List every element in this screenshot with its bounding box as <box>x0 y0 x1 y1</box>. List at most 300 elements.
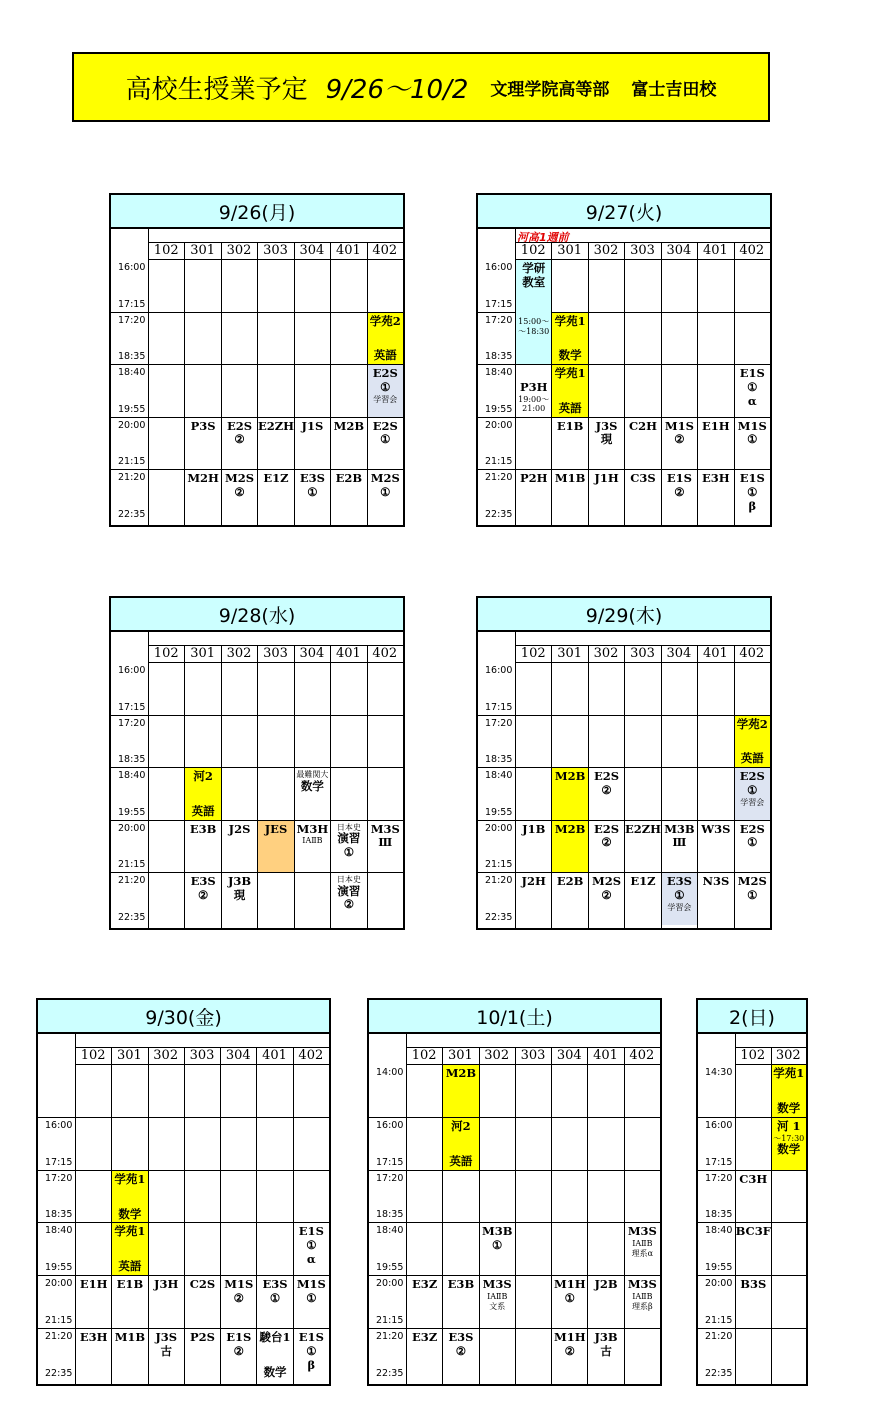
class-cell[interactable] <box>662 418 697 470</box>
class-cell[interactable] <box>149 1276 184 1328</box>
class-cell-line: E3Z <box>412 1277 438 1292</box>
class-cell[interactable] <box>443 1329 478 1381</box>
period-start-time: 16:00 <box>705 1119 733 1131</box>
class-cell[interactable] <box>185 1276 220 1328</box>
period-end-time: 22:35 <box>485 911 513 923</box>
class-cell[interactable] <box>736 1276 771 1328</box>
class-cell[interactable] <box>368 418 403 470</box>
period-start-time: 21:20 <box>118 472 146 483</box>
room-header: 401 <box>262 1048 287 1063</box>
class-cell[interactable] <box>407 1276 442 1328</box>
class-cell[interactable] <box>772 1065 807 1117</box>
period-row-line <box>369 1170 660 1171</box>
time-column-divider <box>148 229 149 525</box>
class-cell[interactable] <box>735 418 770 470</box>
class-cell[interactable] <box>222 873 257 925</box>
class-cell-line: 〜17:30 <box>773 1133 805 1143</box>
room-header: 301 <box>557 646 583 661</box>
room-header: 301 <box>190 243 216 258</box>
class-cell[interactable] <box>589 470 624 522</box>
period-start-time: 20:00 <box>118 419 146 431</box>
period-end-time: 17:15 <box>376 1156 404 1168</box>
class-cell-line: N3S <box>702 874 730 888</box>
class-cell[interactable] <box>625 470 660 522</box>
class-cell[interactable] <box>185 470 220 522</box>
period-start-time: 17:20 <box>45 1172 73 1184</box>
period-start-time: 17:20 <box>485 314 513 326</box>
room-header: 302 <box>775 1048 801 1063</box>
class-cell-line: ① <box>747 379 758 394</box>
class-cell-line: 英語 <box>373 348 397 363</box>
class-cell-line: E1B <box>116 1277 144 1292</box>
class-cell-line: E1H <box>79 1277 108 1292</box>
class-cell-line: 21:00 <box>522 404 546 414</box>
class-cell[interactable] <box>480 1223 515 1275</box>
room-header: 402 <box>372 243 398 258</box>
class-cell-line: 駿台1 <box>259 1330 291 1344</box>
class-cell-line: 日本史 <box>336 822 361 832</box>
class-cell[interactable] <box>552 313 587 365</box>
class-cell[interactable] <box>552 470 587 522</box>
period-end-time: 18:35 <box>485 351 513 362</box>
class-cell-line: 古 <box>160 1343 172 1358</box>
class-cell[interactable] <box>588 1276 623 1328</box>
period-start-time: 16:00 <box>485 262 513 273</box>
room-header: 304 <box>666 646 692 661</box>
room-header: 303 <box>189 1048 215 1063</box>
day-header: 10/1(土) <box>369 1000 660 1034</box>
class-cell-line: ② <box>564 1343 575 1358</box>
class-cell-line: 数学 <box>118 1206 142 1221</box>
class-cell-line: M3B <box>481 1224 513 1239</box>
class-cell-line: ① <box>747 835 758 850</box>
class-cell[interactable] <box>222 470 257 522</box>
class-cell-line: β <box>748 498 757 513</box>
class-cell[interactable] <box>258 821 293 873</box>
class-cell[interactable] <box>516 470 551 522</box>
class-cell[interactable] <box>589 768 624 820</box>
class-cell[interactable] <box>552 873 587 925</box>
class-cell-line <box>532 303 536 317</box>
column-divider <box>367 645 368 928</box>
room-header: 102 <box>520 243 546 258</box>
schedule-table-d930 <box>36 998 331 1386</box>
class-cell[interactable] <box>185 821 220 873</box>
class-cell-line: E1S <box>739 471 765 485</box>
class-cell-line: ① <box>564 1290 575 1305</box>
room-row-line <box>148 259 403 260</box>
class-cell[interactable] <box>662 470 697 522</box>
period-start-time: 17:20 <box>118 314 146 326</box>
banner-title: 高校生授業予定 <box>125 74 308 105</box>
class-cell[interactable] <box>552 1329 587 1381</box>
class-cell[interactable] <box>295 470 330 522</box>
class-cell-line: 学苑2 <box>736 716 768 731</box>
class-cell-line: E2S <box>372 418 398 433</box>
class-cell-line: P3S <box>190 418 216 433</box>
class-cell[interactable] <box>258 418 293 470</box>
class-cell[interactable] <box>662 873 697 925</box>
class-cell-line: JES <box>264 821 288 836</box>
period-end-time: 22:35 <box>705 1367 733 1379</box>
class-cell[interactable] <box>625 873 660 925</box>
class-cell[interactable] <box>112 1171 147 1223</box>
class-cell[interactable] <box>76 1329 111 1381</box>
class-cell[interactable] <box>735 873 770 925</box>
class-cell-line: 学習会 <box>667 902 692 912</box>
class-cell-line: ① <box>306 1238 317 1253</box>
class-cell-line: J1H <box>594 471 619 485</box>
period-start-time: 16:00 <box>118 262 146 273</box>
column-divider <box>624 1047 625 1384</box>
period-start-time: 20:00 <box>705 1278 733 1290</box>
period-start-time: 14:00 <box>376 1067 404 1078</box>
period-end-time: 17:15 <box>45 1156 73 1168</box>
class-cell-line: M2B <box>333 418 365 433</box>
class-cell[interactable] <box>185 418 220 470</box>
class-cell[interactable] <box>736 1223 771 1275</box>
period-end-time: 21:15 <box>705 1315 733 1326</box>
class-cell-line: 演習 <box>337 883 361 898</box>
day-header: 9/27(火) <box>478 195 770 229</box>
class-cell-line: ① <box>492 1238 503 1253</box>
room-header: 302 <box>153 1048 179 1063</box>
room-header: 401 <box>702 646 728 661</box>
class-cell[interactable] <box>735 821 770 873</box>
class-cell[interactable] <box>552 365 587 417</box>
class-cell[interactable] <box>443 1118 478 1170</box>
room-header: 401 <box>593 1048 618 1063</box>
class-cell-line: E3B <box>189 821 217 836</box>
period-end-time: 17:15 <box>705 1156 733 1168</box>
class-cell[interactable] <box>294 1329 329 1381</box>
class-cell-line: E2S <box>739 769 765 783</box>
column-divider <box>479 1047 480 1384</box>
period-row-line <box>38 1117 329 1118</box>
period-start-time: 16:00 <box>485 665 513 676</box>
room-header: 301 <box>557 243 583 258</box>
period-start-time: 21:20 <box>705 1331 733 1342</box>
class-cell-line: E3S <box>448 1330 474 1344</box>
class-cell[interactable] <box>625 1223 660 1275</box>
class-cell-line: M3S <box>370 821 400 836</box>
period-end-time: 19:55 <box>118 403 146 415</box>
class-cell[interactable] <box>185 768 220 820</box>
period-end-time: 18:35 <box>118 754 146 765</box>
class-cell-line: ① <box>380 379 391 394</box>
period-start-time: 16:00 <box>118 665 146 676</box>
class-cell-line: M2S <box>737 874 767 888</box>
class-cell[interactable] <box>552 1276 587 1328</box>
room-header: 302 <box>226 646 252 661</box>
class-cell[interactable] <box>552 768 587 820</box>
class-cell[interactable] <box>588 1329 623 1381</box>
class-cell[interactable] <box>552 821 587 873</box>
class-cell-line: 数学 <box>558 348 582 363</box>
room-header: 102 <box>411 1048 437 1063</box>
period-end-time: 22:35 <box>118 911 146 923</box>
class-cell[interactable] <box>331 418 366 470</box>
period-end-time: 19:55 <box>485 403 513 415</box>
class-cell-line: 英語 <box>118 1259 142 1274</box>
class-cell[interactable] <box>772 1118 807 1170</box>
period-start-time: 17:20 <box>376 1172 404 1184</box>
class-cell-line: J1B <box>522 821 546 836</box>
class-cell-line: E1S <box>298 1224 324 1239</box>
period-start-time: 21:20 <box>485 472 513 483</box>
class-cell-line: ① <box>306 1290 317 1305</box>
period-end-time: 19:55 <box>485 806 513 818</box>
class-cell-line: α <box>747 393 757 408</box>
class-cell-line: M3S <box>627 1277 657 1292</box>
class-cell[interactable] <box>257 1276 292 1328</box>
period-start-time: 20:00 <box>45 1278 73 1290</box>
class-cell[interactable] <box>295 821 330 873</box>
room-header: 304 <box>666 243 692 258</box>
class-cell-line: E1S <box>666 471 692 485</box>
class-cell-line: 学苑1 <box>114 1171 146 1186</box>
class-cell-line: P3H <box>519 379 548 394</box>
class-cell[interactable] <box>480 1276 515 1328</box>
class-cell-line: 教室 <box>522 274 546 289</box>
class-cell[interactable] <box>331 470 366 522</box>
class-cell[interactable] <box>589 821 624 873</box>
class-cell-line: 数学 <box>300 778 324 793</box>
class-cell[interactable] <box>589 418 624 470</box>
class-cell[interactable] <box>735 365 770 417</box>
title-banner <box>72 52 770 122</box>
room-header: 401 <box>335 243 361 258</box>
class-cell[interactable] <box>294 1276 329 1328</box>
period-start-time: 20:00 <box>485 822 513 834</box>
class-cell[interactable] <box>698 470 733 522</box>
banner-dates: 9/26〜10/2 <box>325 74 469 105</box>
class-cell-line: ① <box>747 432 758 447</box>
class-cell[interactable] <box>443 1276 478 1328</box>
class-cell-line: E1H <box>702 418 730 433</box>
class-cell-line: Ⅲ <box>378 835 393 850</box>
class-cell-line: M1B <box>554 471 586 485</box>
class-cell[interactable] <box>368 470 403 522</box>
class-cell-line: M1S <box>224 1277 254 1292</box>
class-cell-line: E2B <box>335 471 363 485</box>
class-cell-line: E1Z <box>630 874 656 888</box>
class-cell[interactable] <box>443 1065 478 1117</box>
schedule-table-d927 <box>476 193 772 527</box>
class-cell[interactable] <box>221 1329 256 1381</box>
class-cell-line: E2S <box>372 366 398 380</box>
class-cell[interactable] <box>625 1276 660 1328</box>
class-cell-line: 学習会 <box>740 797 765 807</box>
class-cell[interactable] <box>258 470 293 522</box>
class-cell[interactable] <box>625 821 660 873</box>
class-cell-line: M1S <box>296 1277 326 1292</box>
class-cell-line: E1Z <box>263 471 289 485</box>
class-cell-line: 河 1 <box>776 1118 801 1133</box>
class-cell-line: P2H <box>519 471 548 485</box>
room-header: 304 <box>299 646 325 661</box>
class-cell-line: 理系β <box>632 1301 653 1311</box>
class-cell-line: 学苑2 <box>369 313 401 328</box>
period-row-line <box>111 767 403 768</box>
class-cell[interactable] <box>368 821 403 873</box>
class-cell[interactable] <box>552 418 587 470</box>
class-cell-line: ① <box>307 484 318 499</box>
class-cell[interactable] <box>295 768 330 820</box>
class-cell-line: M2B <box>554 821 586 836</box>
class-cell-line: 学習会 <box>373 394 398 404</box>
class-cell-line: ② <box>601 887 612 902</box>
class-cell-line: E2ZH <box>625 821 661 836</box>
class-cell-line: E3S <box>666 874 692 888</box>
class-cell[interactable] <box>698 873 733 925</box>
class-cell[interactable] <box>295 418 330 470</box>
room-header: 301 <box>190 646 216 661</box>
class-cell[interactable] <box>222 418 257 470</box>
banner-campus: 富士吉田校 <box>631 79 717 100</box>
column-divider <box>515 1047 516 1384</box>
class-cell[interactable] <box>736 1171 771 1223</box>
class-cell-line: 学苑1 <box>773 1066 805 1080</box>
room-row-line <box>148 662 403 663</box>
class-cell[interactable] <box>294 1223 329 1275</box>
period-row-line <box>111 312 403 313</box>
period-start-time: 18:40 <box>118 770 146 781</box>
period-row-line <box>111 364 403 365</box>
class-cell[interactable] <box>662 821 697 873</box>
period-end-time: 18:35 <box>118 351 146 362</box>
class-cell[interactable] <box>589 873 624 925</box>
class-cell[interactable] <box>516 821 551 873</box>
class-cell-line: E2S <box>594 769 620 783</box>
period-start-time: 21:20 <box>45 1331 73 1342</box>
class-cell[interactable] <box>625 418 660 470</box>
period-end-time: 21:15 <box>118 859 146 870</box>
week-note: 河高1週前 <box>517 231 569 244</box>
class-cell-line: 英語 <box>449 1153 473 1168</box>
class-cell[interactable] <box>112 1329 147 1381</box>
class-cell-line: M3S <box>627 1224 657 1239</box>
class-cell[interactable] <box>331 873 366 925</box>
room-header: 303 <box>263 646 288 661</box>
period-end-time: 18:35 <box>376 1209 404 1221</box>
class-cell-line: C3S <box>630 471 656 485</box>
class-cell[interactable] <box>112 1223 147 1275</box>
class-cell-line: E1S <box>739 366 765 380</box>
room-header: 402 <box>739 646 765 661</box>
room-header: 402 <box>629 1048 655 1063</box>
room-header: 302 <box>593 646 619 661</box>
class-cell-line: C2S <box>189 1277 216 1292</box>
period-end-time: 22:35 <box>485 508 513 520</box>
class-cell-line: E2ZH <box>258 418 294 433</box>
class-cell[interactable] <box>149 1329 184 1381</box>
period-start-time: 17:20 <box>118 717 146 729</box>
period-end-time: 19:55 <box>376 1262 404 1274</box>
period-start-time: 16:00 <box>45 1119 73 1131</box>
class-cell[interactable] <box>112 1276 147 1328</box>
period-end-time: 22:35 <box>45 1367 73 1379</box>
class-cell-line: M2S <box>592 874 622 888</box>
class-cell-line: ① <box>343 844 354 859</box>
class-cell-line: 古 <box>600 1343 612 1358</box>
class-cell[interactable] <box>698 418 733 470</box>
class-cell[interactable] <box>516 260 551 364</box>
class-cell-line: 15:00〜 <box>518 317 550 327</box>
class-cell[interactable] <box>257 1329 292 1381</box>
period-end-time: 21:15 <box>485 859 513 870</box>
class-cell-line: 英語 <box>558 400 582 415</box>
class-cell-line: ② <box>343 897 354 912</box>
class-cell-line: 現 <box>600 432 613 447</box>
class-cell-line: ② <box>674 484 685 499</box>
class-cell[interactable] <box>407 1329 442 1381</box>
period-end-time: 18:35 <box>485 754 513 765</box>
class-cell-line: M2H <box>187 471 219 485</box>
class-cell-line: ⅠAⅡB <box>632 1239 653 1249</box>
class-cell[interactable] <box>698 821 733 873</box>
class-cell[interactable] <box>331 821 366 873</box>
class-cell-line: E1S <box>226 1330 252 1344</box>
period-start-time: 21:20 <box>118 875 146 886</box>
class-cell-line: M3S <box>482 1277 512 1292</box>
room-header: 102 <box>153 243 179 258</box>
room-header: 102 <box>153 646 179 661</box>
class-cell-line: 学苑1 <box>114 1224 146 1239</box>
class-cell-line: J2S <box>228 821 251 836</box>
room-header: 304 <box>299 243 325 258</box>
room-header: 301 <box>117 1048 142 1063</box>
period-end-time: 21:15 <box>45 1315 73 1326</box>
class-cell[interactable] <box>76 1276 111 1328</box>
class-cell[interactable] <box>735 716 770 768</box>
room-header: 302 <box>484 1048 510 1063</box>
period-start-time: 18:40 <box>485 367 513 378</box>
class-cell[interactable] <box>221 1276 256 1328</box>
class-cell[interactable] <box>185 1329 220 1381</box>
class-cell-line: E1S <box>298 1330 324 1344</box>
class-cell-line: ① <box>747 782 758 797</box>
class-cell[interactable] <box>222 821 257 873</box>
period-end-time: 18:35 <box>705 1209 733 1221</box>
class-cell[interactable] <box>185 873 220 925</box>
time-column-divider <box>148 632 149 928</box>
class-cell-line: 演習 <box>337 831 361 846</box>
class-cell-line: J2B <box>594 1277 618 1292</box>
room-header: 302 <box>593 243 619 258</box>
class-cell-line: 文系 <box>489 1301 506 1311</box>
class-cell-line: 学研 <box>522 261 546 275</box>
room-header: 302 <box>226 243 252 258</box>
class-cell-line: E2S <box>594 821 620 836</box>
period-end-time: 22:35 <box>118 508 146 520</box>
period-start-time: 14:30 <box>705 1067 733 1078</box>
class-cell[interactable] <box>516 873 551 925</box>
room-row-line <box>515 259 770 260</box>
period-start-time: 20:00 <box>376 1278 404 1290</box>
class-cell[interactable] <box>735 768 770 820</box>
class-cell[interactable] <box>368 313 403 365</box>
room-row-line <box>75 1064 329 1065</box>
period-row-line <box>38 1222 329 1223</box>
class-cell-line: M1B <box>114 1330 146 1344</box>
class-cell[interactable] <box>735 470 770 522</box>
class-cell-line: ① <box>747 887 758 902</box>
class-cell-line: M1S <box>737 418 767 433</box>
class-cell[interactable] <box>368 365 403 417</box>
class-cell-line: ① <box>747 484 758 499</box>
class-cell[interactable] <box>516 365 551 469</box>
